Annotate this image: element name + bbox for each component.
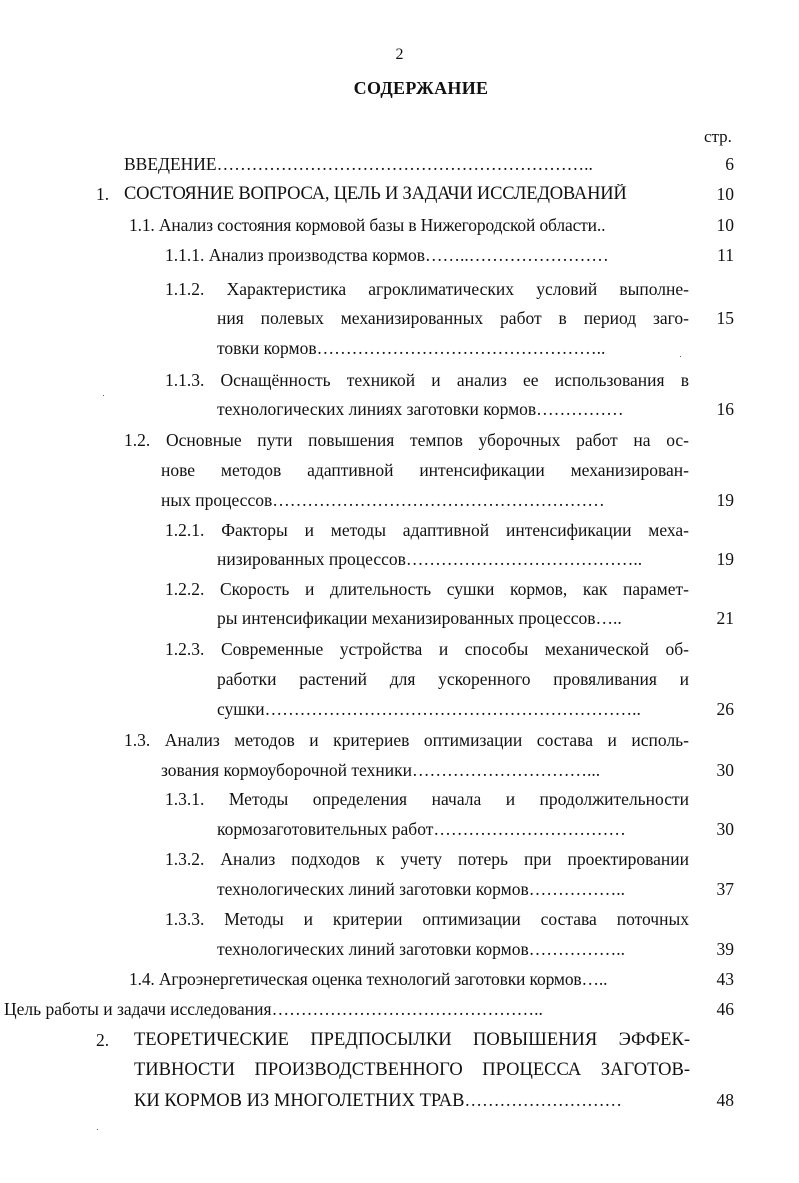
toc-entry-title: 1.1. Анализ состояния кормовой базы в Нижегородской области.. <box>129 215 606 235</box>
toc-entry-title-line: 1.1.2. Характеристика агроклиматических условий выполне- <box>165 279 689 299</box>
toc-entry-title-line: кормозаготовительных работ <box>217 819 434 839</box>
toc-leader-dots: ……..…………………… <box>425 245 609 265</box>
toc-leader-dots: ………………………………….. <box>405 549 643 569</box>
toc-page-number: 6 <box>725 154 734 174</box>
toc-page-number: 10 <box>716 184 734 204</box>
toc-page-number: 11 <box>717 245 734 265</box>
scan-speck <box>97 1129 98 1130</box>
toc-entry-title-line: товки кормов <box>217 338 317 358</box>
toc-leader-dots: ……………………………………………………….. <box>216 154 593 174</box>
toc-entry-title-line: сушки <box>217 699 265 719</box>
toc-entry-title-line: 1.2. Основные пути повышения темпов уборочных работ на ос- <box>124 430 689 450</box>
toc-entry-title-line: низированных процессов <box>217 549 406 569</box>
toc-entry-title: 1.4. Агроэнергетическая оценка технологий заготовки кормов….. <box>129 969 608 989</box>
scan-speck <box>103 395 104 396</box>
toc-leader-dots: ………………………………………………… <box>272 490 605 510</box>
toc-leader-dots: …………………………… <box>433 819 626 839</box>
toc-page-number: 19 <box>716 490 734 510</box>
toc-entry-title: Цель работы и задачи исследования <box>4 999 272 1019</box>
toc-entry-title-line: 1.3. Анализ методов и критериев оптимизации состава и исполь- <box>124 730 689 750</box>
toc-leader-dots: …………….. <box>528 939 625 959</box>
toc-entry-title-line: ТИВНОСТИ ПРОИЗВОДСТВЕННОГО ПРОЦЕССА ЗАГОТОВ- <box>134 1060 690 1080</box>
toc-page-number: 43 <box>716 969 734 989</box>
toc-entry-title-line: 1.1.3. Оснащённость техникой и анализ ее использования в <box>165 370 689 390</box>
scan-speck <box>680 356 681 357</box>
toc-entry-title-line: нове методов адаптивной интенсификации механизирован- <box>161 460 689 480</box>
page-column-label: стр. <box>704 127 732 146</box>
toc-entry-title-line: 1.3.2. Анализ подходов к учету потерь при проектировании <box>165 849 689 869</box>
toc-page-number: 30 <box>716 760 734 780</box>
toc-entry-title: 1.1.1. Анализ производства кормов <box>165 245 426 265</box>
toc-leader-dots: …………… <box>536 399 624 419</box>
page-title: СОДЕРЖАНИЕ <box>353 78 489 98</box>
toc-entry-title: ВВЕДЕНИЕ <box>124 154 217 174</box>
toc-entry-title-line: технологических линий заготовки кормов <box>217 879 529 899</box>
toc-entry-title-line: ры интенсификации механизированных процессов….. <box>217 608 622 628</box>
toc-entry-title-line: 1.2.3. Современные устройства и способы механической об- <box>165 639 689 659</box>
toc-leader-dots: …………………………... <box>411 760 601 780</box>
toc-entry-title: СОСТОЯНИЕ ВОПРОСА, ЦЕЛЬ И ЗАДАЧИ ИССЛЕДОВАНИЙ <box>124 184 627 204</box>
toc-leader-dots: …………….. <box>528 879 625 899</box>
toc-entry-title-line: зования кормоуборочной техники <box>161 760 412 780</box>
toc-page-number: 30 <box>716 819 734 839</box>
toc-page-number: 15 <box>716 308 734 328</box>
toc-entry-title-line: ных процессов <box>161 490 273 510</box>
toc-page-number: 48 <box>716 1090 734 1110</box>
toc-entry-title-line: 1.2.2. Скорость и длительность сушки кормов, как парамет- <box>165 579 689 599</box>
toc-page-number: 10 <box>716 215 734 235</box>
toc-entry-title-line: ния полевых механизированных работ в период заго- <box>217 308 689 328</box>
toc-entry-title-line: 1.3.1. Методы определения начала и продолжительности <box>165 789 689 809</box>
toc-entry-title-line: работки растений для ускоренного провяливания и <box>217 669 689 689</box>
toc-leader-dots: ……………………………………………………….. <box>264 699 641 719</box>
toc-page-number: 16 <box>716 399 734 419</box>
toc-leader-dots: ……………………………………….. <box>271 999 543 1019</box>
chapter-number: 2. <box>96 1030 110 1050</box>
toc-page-number: 39 <box>716 939 734 959</box>
toc-page-number: 46 <box>716 999 734 1019</box>
toc-page-number: 26 <box>716 699 734 719</box>
toc-page-number: 21 <box>716 608 734 628</box>
toc-leader-dots: ……………………… <box>464 1090 622 1110</box>
toc-entry-title-line: технологических линий заготовки кормов <box>217 939 529 959</box>
toc-leader-dots: ………………………………………….. <box>316 338 606 358</box>
toc-page-number: 19 <box>716 549 734 569</box>
toc-entry-title-line: 1.3.3. Методы и критерии оптимизации состава поточных <box>165 909 689 929</box>
toc-entry-title-line: КИ КОРМОВ ИЗ МНОГОЛЕТНИХ ТРАВ <box>134 1091 465 1110</box>
chapter-number: 1. <box>96 184 110 204</box>
page-number: 2 <box>395 46 404 63</box>
toc-page-number: 37 <box>716 879 734 899</box>
toc-entry-title-line: ТЕОРЕТИЧЕСКИЕ ПРЕДПОСЫЛКИ ПОВЫШЕНИЯ ЭФФЕК- <box>134 1030 690 1050</box>
toc-entry-title-line: технологических линиях заготовки кормов <box>217 399 537 419</box>
toc-entry-title-line: 1.2.1. Факторы и методы адаптивной интенсификации меха- <box>165 520 689 540</box>
